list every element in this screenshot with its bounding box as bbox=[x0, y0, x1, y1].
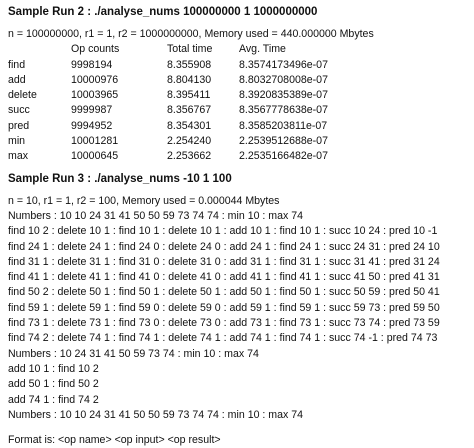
total-time: 2.253662 bbox=[167, 150, 212, 163]
run3-heading: Sample Run 3 : ./analyse_nums -10 1 100 bbox=[8, 172, 232, 185]
table-row bbox=[8, 58, 399, 73]
table-row bbox=[8, 103, 399, 118]
op-count: 10003965 bbox=[71, 89, 119, 102]
numbers-line: Numbers : 10 24 31 41 50 59 73 74 : min 10 : max 74 bbox=[8, 347, 259, 360]
numbers-line: Numbers : 10 10 24 31 41 50 50 59 73 74 74 : min 10 : max 74 bbox=[8, 408, 304, 421]
document bbox=[8, 4, 470, 448]
table-row bbox=[8, 119, 399, 134]
op-result-line: find 74 2 : delete 74 1 : find 74 1 : delete 74 1 : add 74 1 : find 74 1 : succ 74 -1 : pred 74 73 bbox=[8, 332, 438, 345]
op-count: 9999987 bbox=[71, 104, 113, 117]
op-count: 9998194 bbox=[71, 58, 113, 71]
avg-time: 8.3920835389e-07 bbox=[239, 89, 328, 102]
op-name: add bbox=[8, 73, 26, 86]
avg-time: 8.3585203811e-07 bbox=[239, 119, 328, 132]
table-header-row bbox=[8, 42, 399, 57]
op-name: find bbox=[8, 58, 26, 71]
format-note: Format is: <op name> <op input> <op result> bbox=[8, 434, 221, 447]
op-name: succ bbox=[8, 104, 30, 117]
op-name: max bbox=[8, 150, 29, 163]
op-name: min bbox=[8, 135, 26, 148]
op-result-line: add 74 1 : find 74 2 bbox=[8, 393, 99, 406]
total-time: 8.395411 bbox=[167, 89, 211, 102]
header-total-time: Total time bbox=[167, 43, 213, 56]
run2-stats-table bbox=[8, 42, 399, 164]
header-op bbox=[8, 42, 71, 57]
op-result-line: find 31 1 : delete 31 1 : find 31 0 : delete 31 0 : add 31 1 : find 31 1 : succ 31 41 : pred 31 24 bbox=[8, 255, 440, 268]
header-avg-time: Avg. Time bbox=[239, 43, 286, 56]
avg-time: 8.3574173496e-07 bbox=[239, 58, 328, 71]
run3-output bbox=[8, 194, 470, 423]
op-count: 10000976 bbox=[71, 73, 119, 86]
numbers-line: Numbers : 10 10 24 31 41 50 50 59 73 74 74 : min 10 : max 74 bbox=[8, 209, 304, 222]
op-result-line: find 73 1 : delete 73 1 : find 73 0 : delete 73 0 : add 73 1 : find 73 1 : succ 73 74 : pred 73 59 bbox=[8, 317, 440, 330]
run3-params: n = 10, r1 = 1, r2 = 100, Memory used = 0.000044 Mbytes bbox=[8, 194, 280, 207]
avg-time: 2.2535166482e-07 bbox=[239, 150, 328, 163]
op-result-line: find 24 1 : delete 24 1 : find 24 0 : delete 24 0 : add 24 1 : find 24 1 : succ 24 31 : pred 24 10 bbox=[8, 240, 440, 253]
table-row bbox=[8, 73, 399, 88]
avg-time: 8.8032708008e-07 bbox=[239, 73, 328, 86]
op-count: 10000645 bbox=[71, 150, 119, 163]
run2-params: n = 100000000, r1 = 1, r2 = 1000000000, Memory used = 440.000000 Mbytes bbox=[8, 28, 374, 40]
op-result-line: add 10 1 : find 10 2 bbox=[8, 362, 99, 375]
op-result-line: find 10 2 : delete 10 1 : find 10 1 : delete 10 1 : add 10 1 : find 10 1 : succ 10 24 : pred 10 -1 bbox=[8, 225, 438, 238]
total-time: 8.354301 bbox=[167, 119, 212, 132]
avg-time: 8.3567778638e-07 bbox=[239, 104, 328, 117]
table-row bbox=[8, 88, 399, 103]
avg-time: 2.2539512688e-07 bbox=[239, 135, 328, 148]
header-op-counts: Op counts bbox=[71, 43, 120, 56]
op-name: delete bbox=[8, 89, 37, 102]
total-time: 8.356767 bbox=[167, 104, 212, 117]
op-result-line: find 50 2 : delete 50 1 : find 50 1 : delete 50 1 : add 50 1 : find 50 1 : succ 50 59 : pred 50 41 bbox=[8, 286, 440, 299]
op-count: 10001281 bbox=[71, 135, 119, 148]
run2-heading: Sample Run 2 : ./analyse_nums 100000000 1 1000000000 bbox=[8, 6, 318, 18]
op-result-line: find 41 1 : delete 41 1 : find 41 0 : delete 41 0 : add 41 1 : find 41 1 : succ 41 50 : pred 41 31 bbox=[8, 271, 440, 284]
total-time: 2.254240 bbox=[167, 135, 212, 148]
total-time: 8.804130 bbox=[167, 73, 212, 86]
table-row bbox=[8, 134, 399, 149]
op-result-line: add 50 1 : find 50 2 bbox=[8, 378, 99, 391]
op-name: pred bbox=[8, 119, 30, 132]
total-time: 8.355908 bbox=[167, 58, 212, 71]
op-count: 9994952 bbox=[71, 119, 113, 132]
op-result-line: find 59 1 : delete 59 1 : find 59 0 : delete 59 0 : add 59 1 : find 59 1 : succ 59 73 : pred 59 50 bbox=[8, 301, 440, 314]
table-row bbox=[8, 149, 399, 164]
